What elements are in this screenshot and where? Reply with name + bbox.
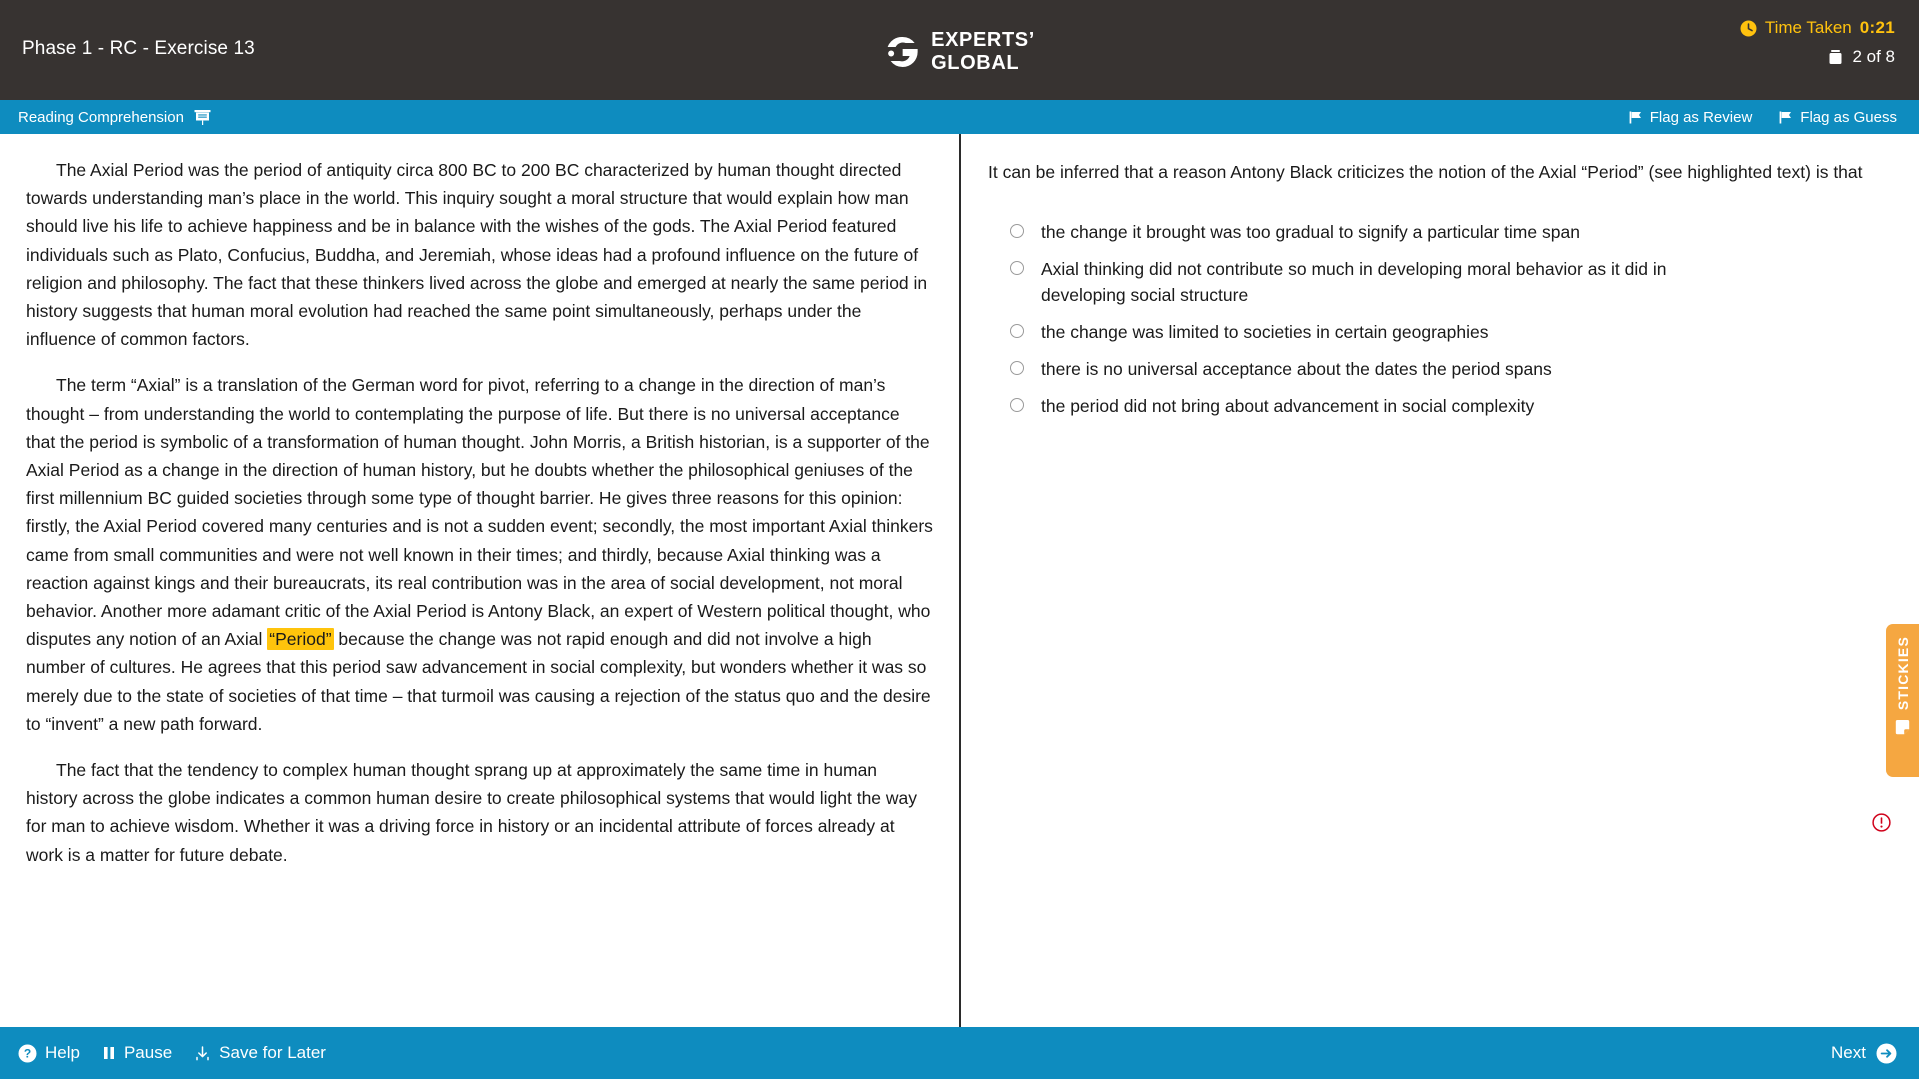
timer-row — [1740, 18, 1895, 38]
radio-button[interactable] — [1010, 224, 1024, 238]
pause-label: Pause — [123, 1043, 173, 1062]
answer-option[interactable] — [988, 251, 1889, 314]
answer-option[interactable] — [988, 351, 1889, 388]
radio-button[interactable] — [1010, 361, 1024, 375]
pause-icon — [102, 1045, 116, 1061]
flag-as-guess-button[interactable] — [1778, 109, 1897, 126]
help-button[interactable] — [18, 1043, 80, 1063]
stickies-label: STICKIES — [1894, 636, 1911, 711]
section-name: Reading Comprehension — [18, 108, 184, 126]
question-stem: It can be inferred that a reason Antony Black criticizes the notion of the Axial “Period” (see highlighted text) is that — [988, 162, 1863, 182]
next-button[interactable] — [1831, 1043, 1897, 1064]
pause-button[interactable] — [102, 1043, 172, 1063]
answer-option-label: there is no universal acceptance about the dates the period spans — [1041, 359, 1552, 379]
help-label: Help — [45, 1043, 80, 1062]
download-icon — [194, 1045, 211, 1062]
radio-button[interactable] — [1010, 324, 1024, 338]
flag-as-review-button[interactable] — [1628, 109, 1753, 126]
sticky-note-icon — [1894, 719, 1911, 736]
svg-text:?: ? — [23, 1046, 32, 1061]
answer-options-list — [988, 214, 1889, 425]
stickies-tab-button[interactable] — [1886, 624, 1919, 777]
clock-icon — [1740, 20, 1757, 37]
timer-value: 0:21 — [1859, 18, 1895, 37]
timer-label: Time Taken — [1764, 18, 1852, 37]
answer-option[interactable] — [988, 388, 1889, 425]
radio-button[interactable] — [1010, 261, 1024, 275]
top-header-bar — [0, 0, 1919, 100]
save-for-later-button[interactable] — [194, 1043, 326, 1063]
passage-panel — [0, 134, 961, 1027]
exercise-title: Phase 1 - RC - Exercise 13 — [22, 38, 255, 59]
flag-controls — [1628, 109, 1897, 126]
logo-line-1: EXPERTS’ — [931, 29, 1035, 51]
experts-global-logo-icon — [884, 34, 920, 70]
radio-button[interactable] — [1010, 398, 1024, 412]
bottom-toolbar — [0, 1027, 1919, 1079]
answer-option-label: Axial thinking did not contribute so much in developing moral behavior as it did in developing social structure — [1041, 259, 1667, 305]
passage-p2-part-2: because the change was not rapid enough and did not involve a high number of cultures. He agrees that this period saw advancement in social complexity, but wonders whether it was so merely due to the state of societies of that time – that turmoil was causing a rejection of the status quo and the desire to “invent” a new path forward. — [26, 629, 931, 734]
flag-icon — [1778, 110, 1793, 125]
flag-icon — [1628, 110, 1643, 125]
card-stack-icon — [1827, 49, 1844, 65]
flag-as-guess-label: Flag as Guess — [1800, 108, 1897, 126]
help-circle-icon — [18, 1044, 37, 1063]
brand-logo-text — [931, 30, 1035, 73]
passage-paragraph-3: The fact that the tendency to complex human thought sprang up at approximately the same time in human history across the globe indicates a common human desire to create philosophical systems that would light the way for man to achieve wisdom. Whether it was a driving force in history or an incidental attribute of forces already at work is a matter for future debate. — [26, 760, 918, 865]
question-panel — [961, 134, 1919, 1027]
bottom-left-controls — [18, 1043, 326, 1063]
section-toolbar — [0, 100, 1919, 134]
answer-option[interactable] — [988, 214, 1889, 251]
alert-exclamation-icon[interactable] — [1871, 812, 1892, 833]
flag-as-review-label: Flag as Review — [1649, 108, 1753, 126]
timer-and-progress — [1740, 18, 1895, 67]
highlighted-text: “Period” — [269, 629, 332, 650]
answer-option-label: the period did not bring about advancement in social complexity — [1041, 396, 1535, 416]
presentation-board-icon[interactable] — [193, 108, 212, 127]
next-label: Next — [1831, 1043, 1866, 1062]
save-for-later-label: Save for Later — [219, 1043, 326, 1062]
answer-option[interactable] — [988, 314, 1889, 351]
passage-paragraph-2 — [26, 371, 933, 738]
brand-logo — [884, 30, 1035, 73]
main-content-area — [0, 134, 1919, 1027]
question-progress-value: 2 of 8 — [1852, 47, 1895, 66]
arrow-right-circle-icon — [1876, 1043, 1897, 1064]
logo-line-2: GLOBAL — [931, 52, 1020, 74]
section-name-group — [18, 108, 212, 127]
answer-option-label: the change was limited to societies in certain geographies — [1041, 322, 1489, 342]
passage-paragraph-1: The Axial Period was the period of antiquity circa 800 BC to 200 BC characterized by human thought directed towards understanding man’s place in the world. This inquiry sought a moral structure that would explain how man should live his life to achieve happiness and be in balance with the wishes of the gods. The Axial Period featured individuals such as Plato, Confucius, Buddha, and Jeremiah, whose ideas had a profound influence on the future of religion and philosophy. The fact that these thinkers lived across the globe and emerged at nearly the same period in history suggests that human moral evolution had reached the same point simultaneously, perhaps under the influence of common factors. — [26, 160, 928, 350]
passage-p2-part-1: The term “Axial” is a translation of the German word for pivot, referring to a change in the direction of man’s thought – from understanding the world to contemplating the purpose of life. But there is no universal acceptance that the period is symbolic of a transformation of human thought. John Morris, a British historian, is a supporter of the Axial Period as a change in the direction of human history, but he doubts whether the philosophical geniuses of the first millennium BC guided societies through some type of thought barrier. He gives three reasons for this opinion: firstly, the Axial Period covered many centuries and is not a sudden event; secondly, the most important Axial thinkers came from small communities and were not well known in their times; and thirdly, because Axial thinking was a reaction against kings and their bureaucrats, its real contribution was in the area of social development, not moral behavior. Another more adamant critic of the Axial Period is Antony Black, an expert of Western political thought, who disputes any notion of an Axial — [26, 375, 933, 650]
question-progress-row — [1740, 47, 1895, 67]
answer-option-label: the change it brought was too gradual to signify a particular time span — [1041, 222, 1580, 242]
